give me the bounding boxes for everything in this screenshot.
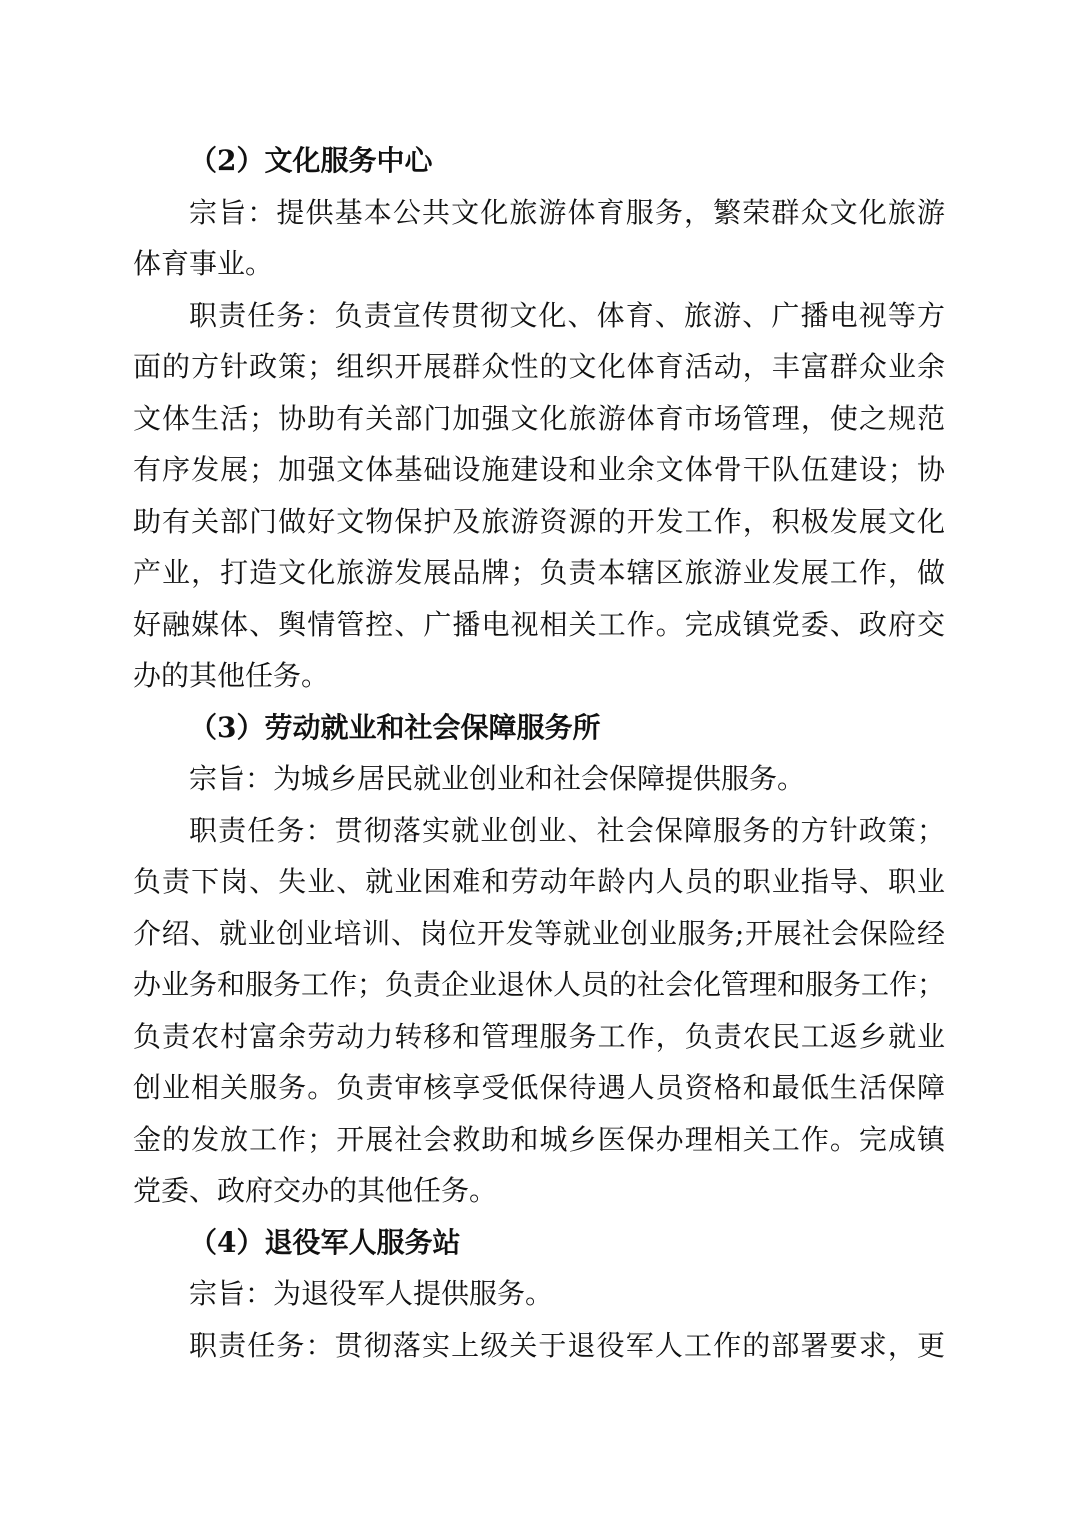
section-heading: （2）文化服务中心 [189, 144, 433, 177]
paragraph-line: 金的发放工作；开展社会救助和城乡医保办理相关工作。完成镇 [133, 1122, 945, 1156]
paragraph-line: 负责农村富余劳动力转移和管理服务工作，负责农民工返乡就业 [133, 1019, 945, 1053]
paragraph-line: 体育事业。 [133, 247, 274, 280]
paragraph-line: 负责下岗、失业、就业困难和劳动年龄内人员的职业指导、职业 [133, 865, 945, 898]
paragraph-line: 宗旨：为城乡居民就业创业和社会保障提供服务。 [189, 762, 806, 795]
document-body [133, 135, 945, 1371]
paragraph-line: 办业务和服务工作；负责企业退休人员的社会化管理和服务工作； [133, 968, 946, 1001]
paragraph-line: 有序发展；加强文体基础设施建设和业余文体骨干队伍建设；协 [133, 453, 945, 486]
paragraph-line: 面的方针政策；组织开展群众性的文化体育活动，丰富群众业余 [133, 350, 945, 383]
paragraph-line: 职责任务：贯彻落实上级关于退役军人工作的部署要求，更 [189, 1328, 945, 1362]
paragraph-line: 办的其他任务。 [133, 659, 330, 692]
paragraph-line: 创业相关服务。负责审核享受低保待遇人员资格和最低生活保障 [133, 1071, 945, 1104]
paragraph-line: 文体生活；协助有关部门加强文化旅游体育市场管理，使之规范 [133, 401, 945, 435]
paragraph-line: 职责任务：贯彻落实就业创业、社会保障服务的方针政策； [189, 813, 945, 847]
paragraph-line: 产业，打造文化旅游发展品牌；负责本辖区旅游业发展工作，做 [133, 556, 945, 589]
paragraph-line: 宗旨：提供基本公共文化旅游体育服务，繁荣群众文化旅游 [189, 195, 945, 229]
section-heading: （3）劳动就业和社会保障服务所 [189, 710, 601, 744]
paragraph-line: 职责任务：负责宣传贯彻文化、体育、旅游、广播电视等方 [189, 298, 945, 332]
paragraph-line: 好融媒体、舆情管控、广播电视相关工作。完成镇党委、政府交 [133, 607, 945, 641]
paragraph-line: 党委、政府交办的其他任务。 [133, 1174, 498, 1207]
paragraph-line: 介绍、就业创业培训、岗位开发等就业创业服务;开展社会保险经 [133, 916, 945, 950]
paragraph-line: 宗旨：为退役军人提供服务。 [189, 1277, 554, 1310]
paragraph-line: 助有关部门做好文物保护及旅游资源的开发工作，积极发展文化 [133, 504, 945, 538]
section-heading: （4）退役军人服务站 [189, 1225, 461, 1259]
